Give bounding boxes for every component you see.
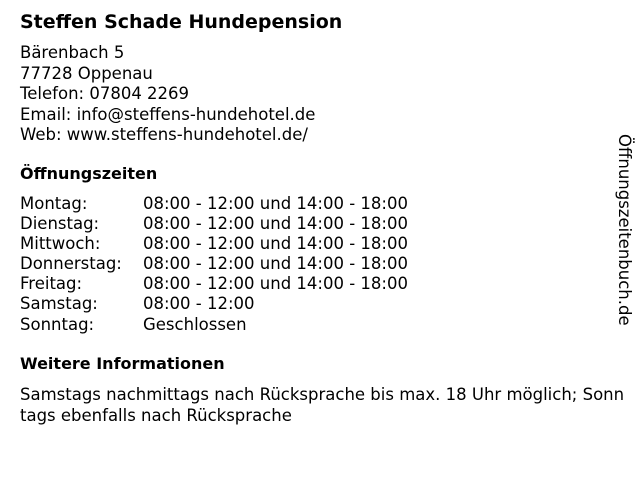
hours-row-friday — [20, 274, 490, 294]
more-info-text: Samstags nachmittags nach Rücksprache bis max. 18 Uhr möglich; Sonntags ebenfalls nach Rücksprache — [20, 385, 625, 425]
hours-row-sunday — [20, 315, 490, 335]
hours-day: Samstag: — [20, 294, 98, 314]
website-url: Web: www.steffens-hundehotel.de/ — [20, 125, 308, 144]
hours-day: Montag: — [20, 194, 88, 213]
postal-city: 77728 Oppenau — [20, 63, 153, 83]
hours-time: 08:00 - 12:00 und 14:00 - 18:00 — [143, 194, 408, 213]
hours-day: Sonntag: — [20, 314, 95, 334]
hours-time: 08:00 - 12:00 und 14:00 - 18:00 — [143, 214, 408, 234]
hours-row-saturday — [20, 294, 490, 314]
hours-row-monday — [20, 194, 490, 214]
hours-row-thursday — [20, 254, 490, 274]
phone-number: Telefon: 07804 2269 — [20, 84, 190, 103]
hours-day: Mittwoch: — [20, 234, 101, 254]
hours-time: Geschlossen — [143, 314, 247, 334]
more-info-heading: Weitere Informationen — [20, 354, 225, 373]
hours-time: 08:00 - 12:00 — [143, 294, 255, 314]
hours-time: 08:00 - 12:00 und 14:00 - 18:00 — [143, 234, 408, 254]
email-address: Email: info@steffens-hundehotel.de — [20, 104, 316, 124]
opening-hours-heading: Öffnungszeiten — [20, 164, 158, 183]
hours-day: Freitag: — [20, 274, 83, 294]
contact-block — [20, 43, 610, 146]
hours-time: 08:00 - 12:00 und 14:00 - 18:00 — [143, 254, 408, 274]
street-address: Bärenbach 5 — [20, 43, 125, 62]
business-name: Steffen Schade Hundepension — [20, 11, 343, 33]
hours-day: Dienstag: — [20, 214, 100, 234]
hours-row-wednesday — [20, 234, 490, 254]
hours-row-tuesday — [20, 214, 490, 234]
site-watermark-label: Öffnungszeitenbuch.de — [615, 134, 634, 326]
hours-day: Donnerstag: — [20, 254, 122, 274]
opening-hours-table — [20, 194, 490, 335]
hours-time: 08:00 - 12:00 und 14:00 - 18:00 — [143, 274, 408, 294]
